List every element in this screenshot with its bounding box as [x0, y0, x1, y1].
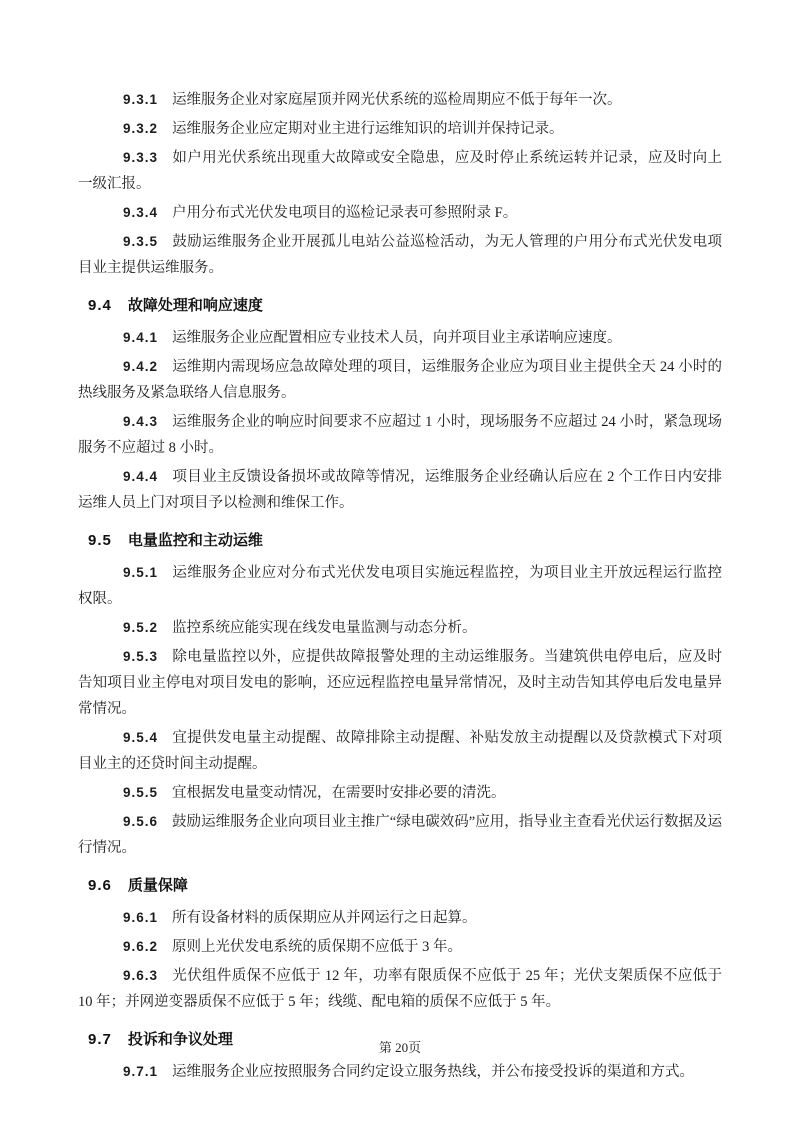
section-heading-9-4 — [78, 293, 722, 319]
clause-9-5-1 — [78, 560, 722, 612]
clause-number: 9.6.2 — [123, 939, 159, 954]
clause-number: 9.4.2 — [123, 359, 159, 374]
clause-text: 所有设备材料的质保期应从并网运行之日起算。 — [172, 910, 477, 926]
clause-text: 鼓励运维服务企业开展孤儿电站公益巡检活动，为无人管理的户用分布式光伏发电项目业主提供运维服务。 — [78, 234, 722, 276]
clause-number: 9.5.2 — [123, 620, 159, 635]
page-number: 第 20页 — [378, 1040, 422, 1055]
clause-text: 项目业主反馈设备损坏或故障等情况，运维服务企业经确认后应在 2 个工作日内安排运维人员上门对项目予以检测和维保工作。 — [78, 469, 722, 511]
clause-text: 运维服务企业应对分布式光伏发电项目实施远程监控，为项目业主开放远程运行监控权限。 — [78, 565, 722, 607]
clause-9-3-2 — [78, 116, 722, 142]
clause-9-6-2 — [78, 934, 722, 960]
clause-number: 9.6.1 — [123, 910, 159, 925]
clause-9-4-4 — [78, 464, 722, 516]
clause-9-5-4 — [78, 725, 722, 777]
section-number: 9.5 — [88, 532, 112, 549]
clause-9-6-3 — [78, 963, 722, 1015]
clause-9-5-3 — [78, 644, 722, 722]
clause-number: 9.3.2 — [123, 121, 159, 136]
clause-9-4-3 — [78, 409, 722, 461]
clause-text: 光伏组件质保不应低于 12 年，功率有限质保不应低于 25 年；光伏支架质保不应低于 10 年；并网逆变器质保不应低于 5 年；线缆、配电箱的质保不应低于 5 年。 — [78, 968, 722, 1010]
section-number: 9.4 — [88, 297, 112, 314]
section-title: 质量保障 — [127, 877, 188, 894]
clause-text: 运维期内需现场应急故障处理的项目，运维服务企业应为项目业主提供全天 24 小时的热线服务及紧急联络人信息服务。 — [78, 359, 722, 401]
clause-text: 户用分布式光伏发电项目的巡检记录表可参照附录 F。 — [172, 205, 518, 221]
clause-text: 运维服务企业应配置相应专业技术人员，向并项目业主承诺响应速度。 — [172, 330, 622, 346]
section-number: 9.7 — [88, 1031, 112, 1048]
clause-number: 9.5.1 — [123, 565, 159, 580]
clause-9-6-1 — [78, 905, 722, 931]
section-heading-9-5 — [78, 528, 722, 554]
clause-number: 9.4.1 — [123, 330, 159, 345]
clause-9-3-1 — [78, 87, 722, 113]
clause-9-5-6 — [78, 809, 722, 861]
clause-9-7-1 — [78, 1059, 722, 1085]
clause-text: 原则上光伏发电系统的质保期不应低于 3 年。 — [172, 939, 463, 955]
clause-number: 9.4.3 — [123, 414, 159, 429]
clause-number: 9.3.3 — [123, 150, 159, 165]
clause-number: 9.4.4 — [123, 469, 159, 484]
clause-9-3-4 — [78, 200, 722, 226]
clause-number: 9.5.6 — [123, 814, 159, 829]
clause-text: 鼓励运维服务企业向项目业主推广“绿电碳效码”应用，指导业主查看光伏运行数据及运行情况。 — [78, 814, 722, 856]
clause-text: 运维服务企业应按照服务合同约定设立服务热线，并公布接受投诉的渠道和方式。 — [172, 1064, 695, 1080]
section-title: 故障处理和响应速度 — [127, 297, 263, 314]
clause-number: 9.3.5 — [123, 234, 159, 249]
clause-9-5-5 — [78, 780, 722, 806]
clause-number: 9.6.3 — [123, 968, 159, 983]
section-heading-9-6 — [78, 873, 722, 899]
clause-number: 9.3.4 — [123, 205, 159, 220]
clause-text: 宜提供发电量主动提醒、故障排除主动提醒、补贴发放主动提醒以及贷款模式下对项目业主的还贷时间主动提醒。 — [78, 730, 722, 772]
clause-text: 运维服务企业应定期对业主进行运维知识的培训并保持记录。 — [172, 121, 564, 137]
clause-number: 9.5.5 — [123, 785, 159, 800]
clause-text: 宜根据发电量变动情况，在需要时安排必要的清洗。 — [172, 785, 506, 801]
clause-9-3-5 — [78, 229, 722, 281]
clause-text: 监控系统应能实现在线发电量监测与动态分析。 — [172, 620, 477, 636]
section-number: 9.6 — [88, 877, 112, 894]
section-title: 电量监控和主动运维 — [127, 532, 263, 549]
clause-9-4-1 — [78, 325, 722, 351]
section-title: 投诉和争议处理 — [127, 1031, 233, 1048]
clause-number: 9.7.1 — [123, 1064, 159, 1079]
clause-9-4-2 — [78, 354, 722, 406]
clause-9-5-2 — [78, 615, 722, 641]
clause-text: 运维服务企业的响应时间要求不应超过 1 小时，现场服务不应超过 24 小时，紧急现场服务不应超过 8 小时。 — [78, 414, 722, 456]
clause-text: 如户用光伏系统出现重大故障或安全隐患，应及时停止系统运转并记录，应及时向上一级汇报。 — [78, 150, 722, 192]
clause-text: 除电量监控以外，应提供故障报警处理的主动运维服务。当建筑供电停电后，应及时告知项目业主停电对项目发电的影响，还应远程监控电量异常情况，及时主动告知其停电后发电量异常情况。 — [78, 649, 722, 717]
clause-text: 运维服务企业对家庭屋顶并网光伏系统的巡检周期应不低于每年一次。 — [172, 92, 622, 108]
clause-number: 9.3.1 — [123, 92, 159, 107]
clause-9-3-3 — [78, 145, 722, 197]
clause-number: 9.5.4 — [123, 730, 159, 745]
clause-number: 9.5.3 — [123, 649, 159, 664]
